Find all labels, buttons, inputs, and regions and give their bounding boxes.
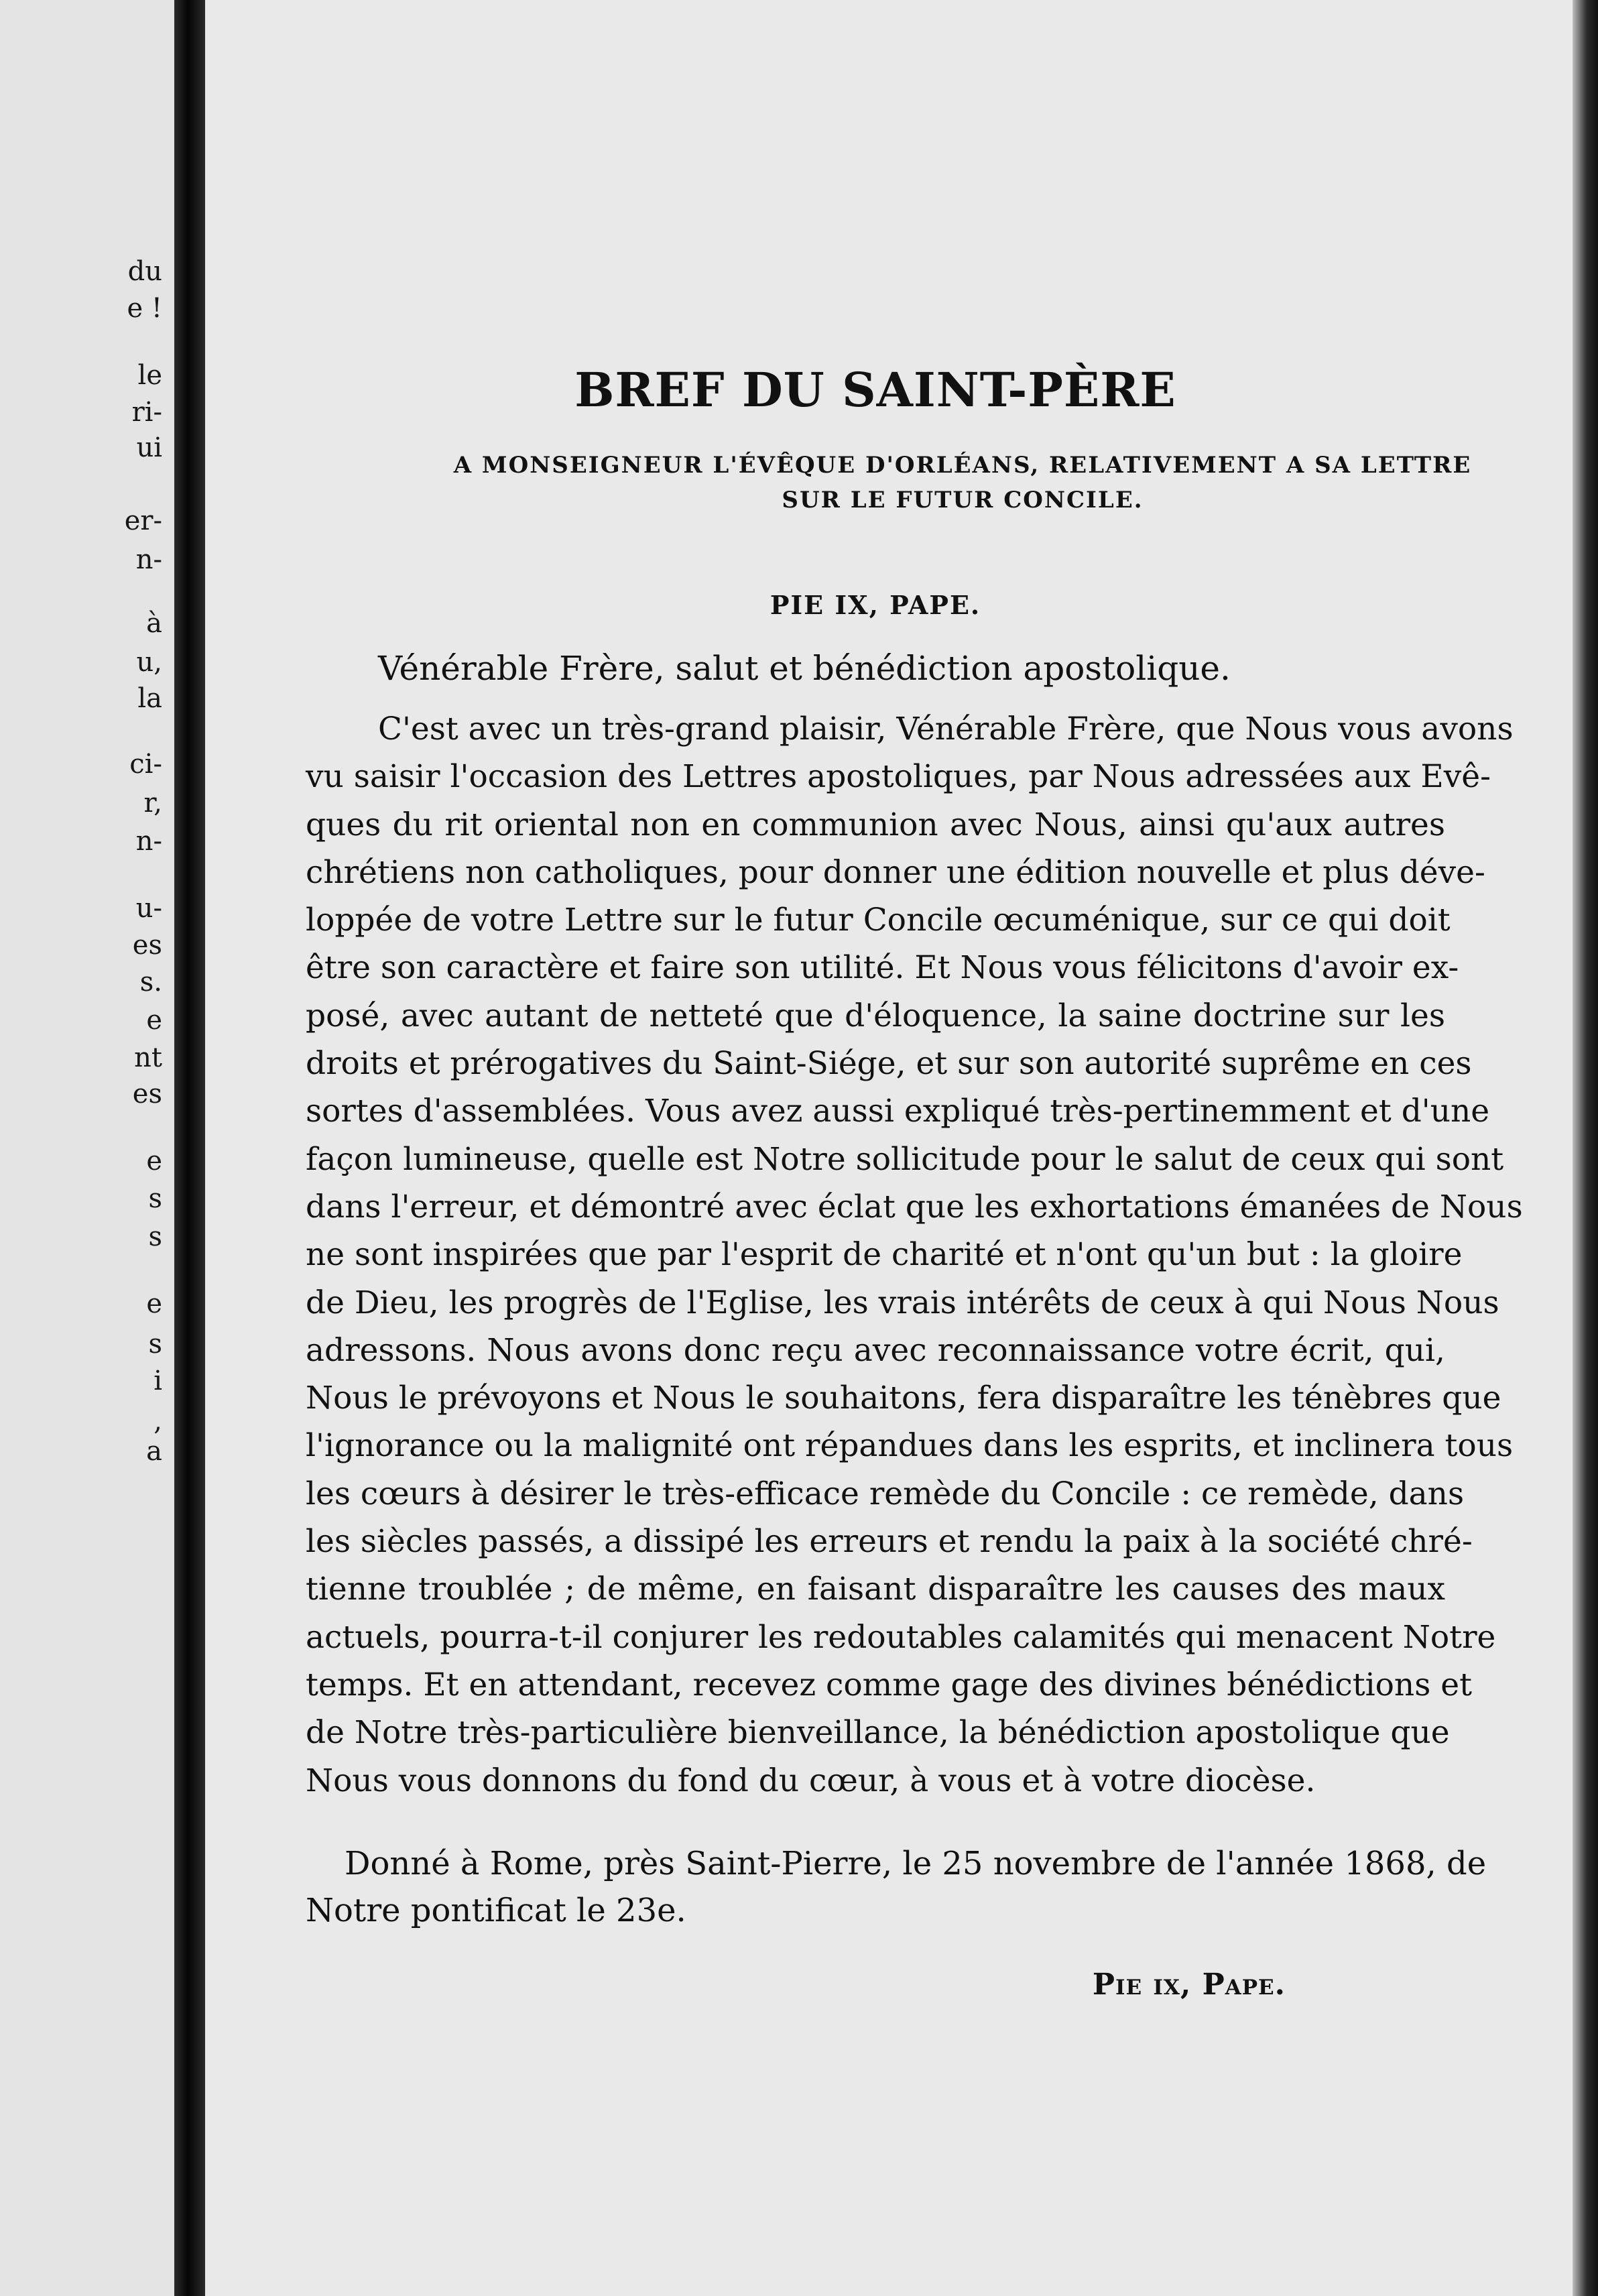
body-line: droits et prérogatives du Saint-Siége, et sur son autorité suprême en ces xyxy=(306,1045,1472,1083)
letter-body xyxy=(306,705,1523,1805)
author-line: PIE IX, PAPE. xyxy=(770,590,981,620)
body-line: adressons. Nous avons donc reçu avec reconnaissance votre écrit, qui, xyxy=(306,1331,1445,1369)
body-line: dans l'erreur, et démontré avec éclat que les exhortations émanées de Nous xyxy=(306,1188,1523,1225)
body-line: sortes d'assemblées. Vous avez aussi expliqué très-pertinemment et d'une xyxy=(306,1093,1490,1130)
previous-page-fragment: u- xyxy=(135,893,162,924)
document-subtitle xyxy=(373,448,1552,518)
previous-page-fragment: es xyxy=(132,930,162,961)
dating-paragraph xyxy=(306,1840,1487,1934)
body-line: loppée de votre Lettre sur le futur Concile œcuménique, sur ce qui doit xyxy=(306,902,1451,939)
previous-page-fragment: le xyxy=(137,360,162,391)
previous-page-fragment: à xyxy=(146,608,162,639)
previous-page-fragment: , xyxy=(153,1406,162,1437)
signature: Pie ix, Pape. xyxy=(1092,1968,1286,2002)
previous-page-fragment: n- xyxy=(135,544,162,575)
previous-page-fragment: r, xyxy=(143,788,162,819)
previous-page-fragment: du xyxy=(127,256,162,287)
previous-page-fragment: s xyxy=(148,1221,162,1252)
previous-page-fragment: es xyxy=(132,1079,162,1109)
previous-page-fragment: er- xyxy=(124,505,162,536)
body-line: posé, avec autant de netteté que d'éloquence, la saine doctrine sur les xyxy=(306,997,1445,1034)
body-line: les siècles passés, a dissipé les erreurs et rendu la paix à la société chré- xyxy=(306,1523,1473,1561)
previous-page-fragment: ci- xyxy=(129,749,162,780)
subtitle-line: A MONSEIGNEUR L'ÉVÊQUE D'ORLÉANS, RELATIVEMENT A SA LETTRE xyxy=(453,452,1472,479)
previous-page-fragment: i xyxy=(153,1366,162,1396)
previous-page-fragment: a xyxy=(146,1436,162,1467)
previous-page-fragment: la xyxy=(137,683,162,714)
body-line: Nous le prévoyons et Nous le souhaitons, fera disparaître les ténèbres que xyxy=(306,1380,1501,1417)
page-right-edge xyxy=(1573,0,1598,2296)
subtitle-line: SUR LE FUTUR CONCILE. xyxy=(782,487,1144,513)
salutation: Vénérable Frère, salut et bénédiction apostolique. xyxy=(378,649,1231,688)
body-line: actuels, pourra-t-il conjurer les redoutables calamités qui menacent Notre xyxy=(306,1618,1496,1656)
previous-page-fragment: n- xyxy=(135,826,162,857)
body-line: être son caractère et faire son utilité. Et Nous vous félicitons d'avoir ex- xyxy=(306,949,1459,987)
previous-page-fragment: e xyxy=(146,1005,162,1036)
body-line: ne sont inspirées que par l'esprit de charité et n'ont qu'un but : la gloire xyxy=(306,1236,1463,1274)
dating-line: Donné à Rome, près Saint-Pierre, le 25 novembre de l'année 1868, de xyxy=(345,1845,1487,1882)
body-line: de Dieu, les progrès de l'Eglise, les vrais intérêts de ceux à qui Nous Nous xyxy=(306,1284,1499,1321)
book-gutter xyxy=(174,0,205,2296)
previous-page-fragment: s. xyxy=(139,967,162,998)
body-line: Nous vous donnons du fond du cœur, à vous et à votre diocèse. xyxy=(306,1762,1316,1799)
body-line: les cœurs à désirer le très-efficace remède du Concile : ce remède, dans xyxy=(306,1475,1465,1512)
body-line: vu saisir l'occasion des Lettres apostoliques, par Nous adressées aux Evê- xyxy=(306,758,1491,796)
page xyxy=(205,0,1573,2296)
body-line: de Notre très-particulière bienveillance, la bénédiction apostolique que xyxy=(306,1714,1450,1752)
previous-page-margin xyxy=(0,0,174,2296)
body-line: chrétiens non catholiques, pour donner une édition nouvelle et plus déve- xyxy=(306,853,1485,891)
previous-page-fragment: e xyxy=(146,1288,162,1319)
body-line: ques du rit oriental non en communion avec Nous, ainsi qu'aux autres xyxy=(306,806,1445,843)
dating-line: Notre pontificat le 23e. xyxy=(306,1892,686,1929)
body-line: tienne troublée ; de même, en faisant disparaître les causes des maux xyxy=(306,1571,1445,1608)
previous-page-fragment: ri- xyxy=(131,397,162,428)
body-line: l'ignorance ou la malignité ont répandues dans les esprits, et inclinera tous xyxy=(306,1427,1514,1465)
previous-page-fragment: nt xyxy=(134,1042,162,1073)
previous-page-fragment: e xyxy=(146,1146,162,1176)
body-line: C'est avec un très-grand plaisir, Vénérable Frère, que Nous vous avons xyxy=(378,711,1514,747)
body-line: temps. Et en attendant, recevez comme gage des divines bénédictions et xyxy=(306,1666,1472,1703)
document-title: BREF DU SAINT-PÈRE xyxy=(574,362,1176,418)
previous-page-fragment: e ! xyxy=(127,293,162,324)
previous-page-fragment: ui xyxy=(136,432,162,463)
previous-page-fragment: u, xyxy=(136,647,162,678)
body-line: façon lumineuse, quelle est Notre sollicitude pour le salut de ceux qui sont xyxy=(306,1140,1504,1178)
previous-page-fragment: s xyxy=(148,1183,162,1214)
previous-page-fragment: s xyxy=(148,1329,162,1360)
